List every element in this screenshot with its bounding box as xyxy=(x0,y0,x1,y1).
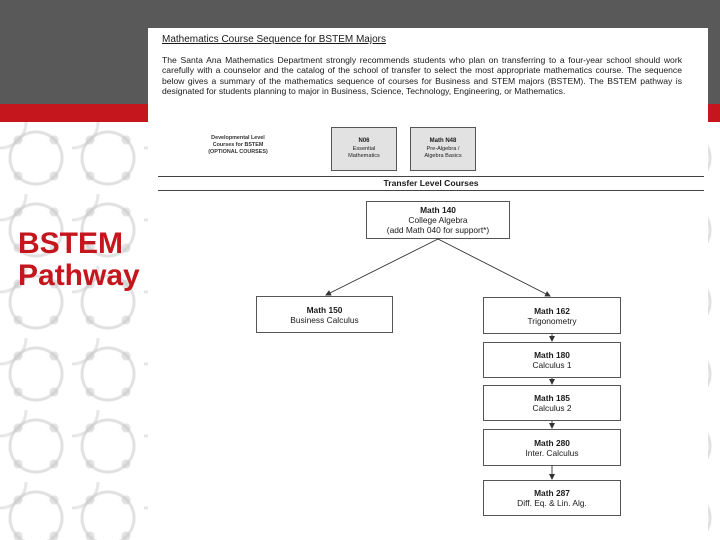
flow-arrows xyxy=(148,28,708,540)
course-name: Trigonometry xyxy=(527,315,577,326)
course-name: Mathematics xyxy=(348,152,380,159)
developmental-label-line: Courses for BSTEM xyxy=(212,142,264,148)
course-name: Calculus 1 xyxy=(532,360,572,370)
course-name: Diff. Eq. & Lin. Alg. xyxy=(517,498,587,508)
course-name: Essential xyxy=(352,145,376,152)
developmental-label-line: Developmental Level xyxy=(211,135,265,141)
course-code: Math 180 xyxy=(534,350,570,360)
course-code: Math N48 xyxy=(429,138,457,145)
course-code: Math 185 xyxy=(534,393,570,403)
course-name: (add Math 040 for support*) xyxy=(386,225,490,235)
developmental-label-line: (OPTIONAL COURSES) xyxy=(208,149,268,155)
course-code: N06 xyxy=(358,138,370,145)
course-name: Algebra Basics xyxy=(424,152,462,159)
course-code: Math 150 xyxy=(306,304,343,315)
course-code: Math 140 xyxy=(420,205,456,215)
slide-title: BSTEM Pathway xyxy=(18,227,140,292)
course-code: Math 287 xyxy=(534,488,570,498)
arrow-140-to-150 xyxy=(326,239,438,295)
course-name: Calculus 2 xyxy=(532,403,572,413)
course-code: Math 162 xyxy=(534,305,570,316)
arrow-140-to-162 xyxy=(438,239,550,296)
course-name: Inter. Calculus xyxy=(525,447,579,458)
course-name: Business Calculus xyxy=(290,314,359,325)
course-code: Math 280 xyxy=(534,437,570,448)
document-panel xyxy=(148,28,708,540)
document-heading: Mathematics Course Sequence for BSTEM Majors xyxy=(162,34,386,45)
course-name: College Algebra xyxy=(408,215,468,225)
document-paragraph: The Santa Ana Mathematics Department strongly recommends students who plan on transferring to a four-year school should work carefully with a counselor and the catalog of the school of transfer to select the most appropriate mathematics course. The sequence below gives a summary of the mathematics sequence of courses for Business and STEM majors (BSTEM). The BSTEM pathway is designated for students planning to major in Business, Science, Technology, Engineering, or Mathematics. xyxy=(162,55,682,97)
course-name: Pre-Algebra / xyxy=(426,145,460,152)
transfer-level-banner: Transfer Level Courses xyxy=(383,178,479,188)
